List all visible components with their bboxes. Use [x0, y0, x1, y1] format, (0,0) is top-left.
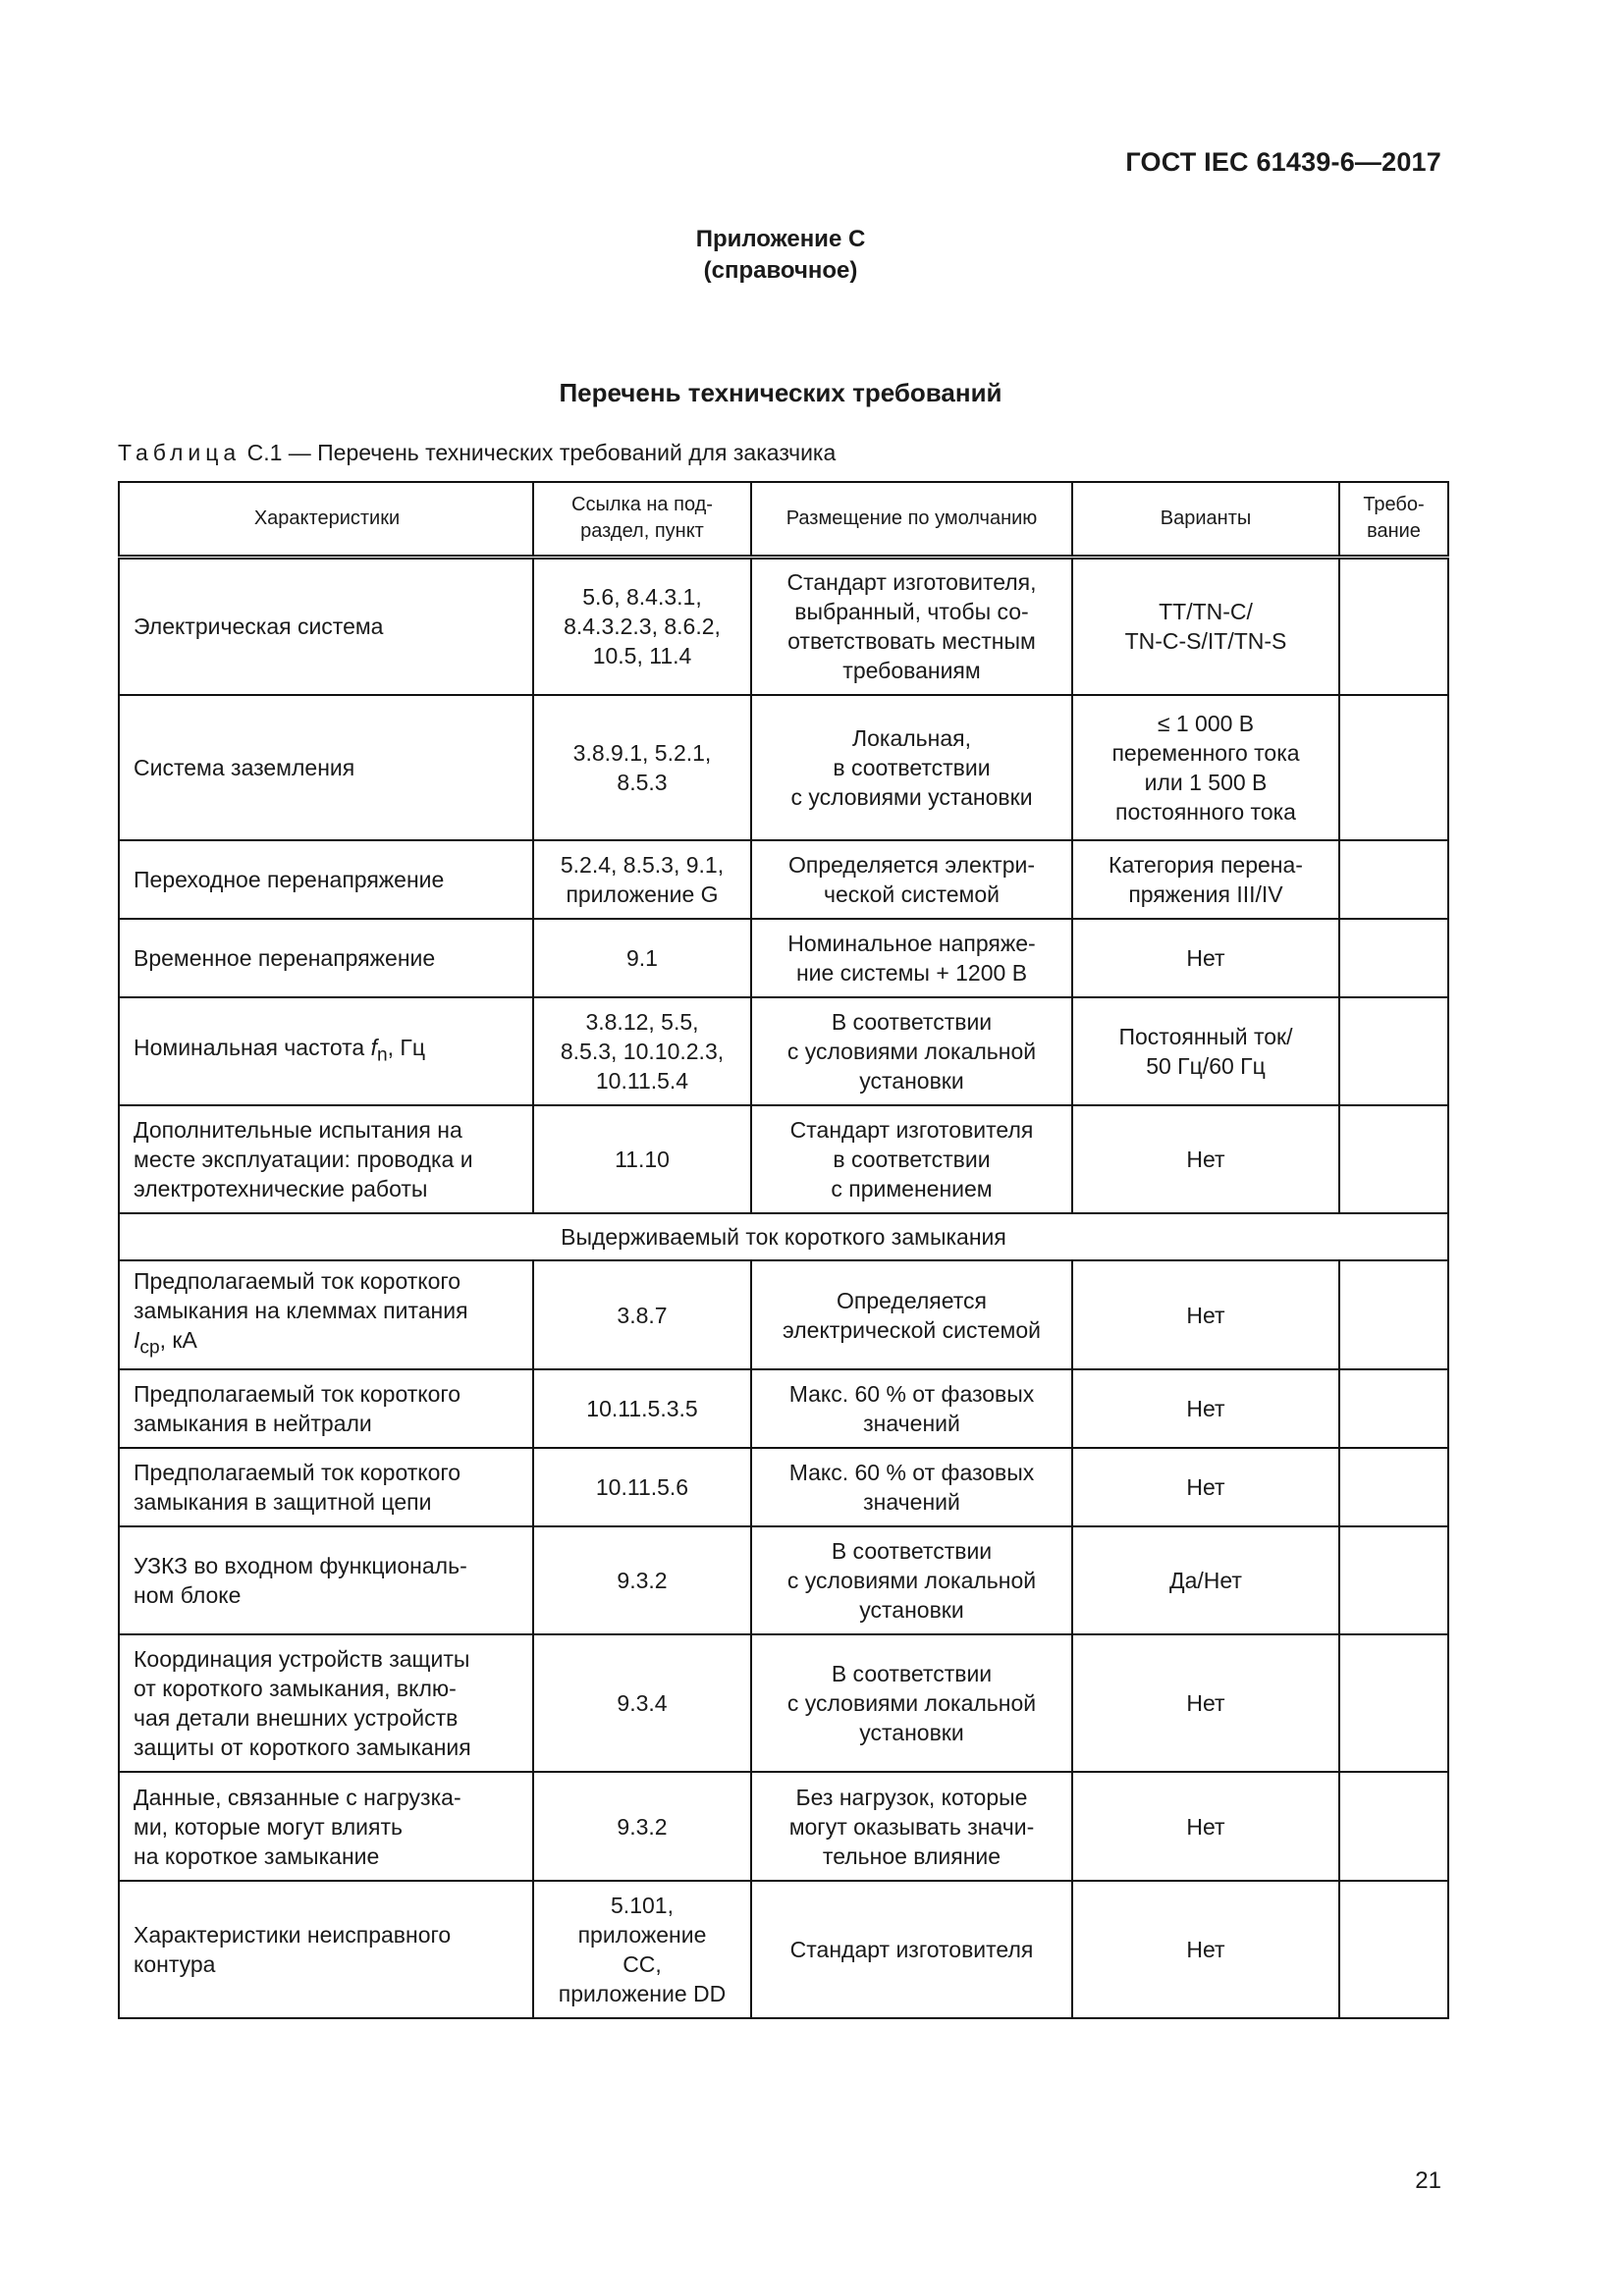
cell-requirement	[1339, 840, 1448, 919]
cell-default: Локальная, в соответствии с условиями установки	[751, 695, 1072, 840]
table-row	[119, 1772, 1448, 1881]
cell-reference: 3.8.12, 5.5, 8.5.3, 10.10.2.3, 10.11.5.4	[533, 997, 751, 1105]
cell-default: В соответствии с условиями локальной установки	[751, 1526, 1072, 1634]
table-row	[119, 1260, 1448, 1369]
requirements-table	[118, 481, 1449, 2019]
table-row	[119, 1634, 1448, 1772]
column-header: Характеристики	[119, 482, 533, 557]
cell-characteristic: Предполагаемый ток короткого замыкания в защитной цепи	[119, 1448, 533, 1526]
cell-options: Нет	[1072, 1634, 1339, 1772]
cell-options: Нет	[1072, 1772, 1339, 1881]
cell-default: Стандарт изготовителя в соответствии с применением	[751, 1105, 1072, 1213]
cell-characteristic: Электрическая система	[119, 557, 533, 695]
cell-default: Стандарт изготовителя	[751, 1881, 1072, 2018]
frequency-symbol: f	[370, 1034, 377, 1060]
column-header: Размещение по умолчанию	[751, 482, 1072, 557]
cell-requirement	[1339, 1448, 1448, 1526]
appendix-heading	[0, 224, 1561, 287]
column-header: Варианты	[1072, 482, 1339, 557]
cell-requirement	[1339, 1369, 1448, 1448]
table-subheading-row	[119, 1213, 1448, 1260]
cell-requirement	[1339, 919, 1448, 997]
cell-reference: 3.8.9.1, 5.2.1, 8.5.3	[533, 695, 751, 840]
cell-options: TT/TN-C/ TN-C-S/IT/TN-S	[1072, 557, 1339, 695]
characteristic-unit: , кА	[159, 1327, 197, 1354]
characteristic-text: Предполагаемый ток короткого замыкания на клеммах питания	[134, 1268, 468, 1324]
cell-characteristic: Предполагаемый ток короткого замыкания в нейтрали	[119, 1369, 533, 1448]
table-subheading: Выдерживаемый ток короткого замыкания	[119, 1213, 1448, 1260]
table-row	[119, 1526, 1448, 1634]
cell-requirement	[1339, 695, 1448, 840]
cell-requirement	[1339, 557, 1448, 695]
cell-characteristic: Дополнительные испытания на месте эксплуатации: проводка и электротехнические работы	[119, 1105, 533, 1213]
cell-requirement	[1339, 1881, 1448, 2018]
table-caption-text: С.1 — Перечень технических требований для заказчика	[241, 440, 837, 465]
characteristic-text: Номинальная частота	[134, 1034, 371, 1060]
cell-default: Стандарт изготовителя, выбранный, чтобы со- ответствовать местным требованиям	[751, 557, 1072, 695]
cell-reference: 9.3.4	[533, 1634, 751, 1772]
cell-reference: 5.6, 8.4.3.1, 8.4.3.2.3, 8.6.2, 10.5, 11.4	[533, 557, 751, 695]
cell-default: Определяется электрической системой	[751, 1260, 1072, 1369]
cell-reference: 9.3.2	[533, 1526, 751, 1634]
cell-default: Определяется электри- ческой системой	[751, 840, 1072, 919]
section-title: Перечень технических требований	[559, 378, 1002, 407]
appendix-subtitle: (справочное)	[703, 257, 858, 284]
cell-reference: 11.10	[533, 1105, 751, 1213]
standard-code: ГОСТ IEC 61439-6—2017	[1125, 147, 1441, 177]
cell-requirement	[1339, 1105, 1448, 1213]
table-header-row	[119, 482, 1448, 557]
characteristic-unit: , Гц	[387, 1034, 426, 1060]
current-symbol: I	[134, 1327, 140, 1354]
column-header: Ссылка на под- раздел, пункт	[533, 482, 751, 557]
cell-reference: 5.101, приложение СС, приложение DD	[533, 1881, 751, 2018]
cell-reference: 10.11.5.6	[533, 1448, 751, 1526]
table-row	[119, 1369, 1448, 1448]
frequency-subscript: n	[376, 1044, 388, 1066]
table-row	[119, 919, 1448, 997]
cell-options: Да/Нет	[1072, 1526, 1339, 1634]
table-row	[119, 1448, 1448, 1526]
table-row	[119, 695, 1448, 840]
cell-default: В соответствии с условиями локальной установки	[751, 1634, 1072, 1772]
cell-options: Категория перена- пряжения III/IV	[1072, 840, 1339, 919]
cell-options: Нет	[1072, 919, 1339, 997]
cell-characteristic	[119, 997, 533, 1105]
cell-reference: 3.8.7	[533, 1260, 751, 1369]
cell-options: Нет	[1072, 1105, 1339, 1213]
column-header: Требо- вание	[1339, 482, 1448, 557]
table-row	[119, 1881, 1448, 2018]
cell-characteristic: Координация устройств защиты от короткого замыкания, вклю- чая детали внешних устройств защиты от короткого замыкания	[119, 1634, 533, 1772]
cell-reference: 5.2.4, 8.5.3, 9.1, приложение G	[533, 840, 751, 919]
cell-characteristic: Система заземления	[119, 695, 533, 840]
cell-characteristic	[119, 1260, 533, 1369]
table-caption	[118, 440, 836, 466]
cell-reference: 9.1	[533, 919, 751, 997]
table-row	[119, 997, 1448, 1105]
cell-requirement	[1339, 1634, 1448, 1772]
cell-options: Нет	[1072, 1881, 1339, 2018]
cell-characteristic: Характеристики неисправного контура	[119, 1881, 533, 2018]
cell-default: Номинальное напряже- ние системы + 1200 В	[751, 919, 1072, 997]
cell-default: Макс. 60 % от фазовых значений	[751, 1448, 1072, 1526]
table-row	[119, 557, 1448, 695]
cell-default: Макс. 60 % от фазовых значений	[751, 1369, 1072, 1448]
page-number: 21	[1415, 2167, 1441, 2194]
appendix-title: Приложение С	[695, 226, 866, 252]
cell-characteristic: Переходное перенапряжение	[119, 840, 533, 919]
cell-options: ≤ 1 000 В переменного тока или 1 500 В постоянного тока	[1072, 695, 1339, 840]
current-subscript: cp	[139, 1337, 160, 1359]
cell-default: В соответствии с условиями локальной установки	[751, 997, 1072, 1105]
cell-characteristic: Временное перенапряжение	[119, 919, 533, 997]
table-row	[119, 1105, 1448, 1213]
cell-requirement	[1339, 1526, 1448, 1634]
cell-reference: 10.11.5.3.5	[533, 1369, 751, 1448]
cell-options: Нет	[1072, 1448, 1339, 1526]
cell-requirement	[1339, 1772, 1448, 1881]
table-caption-label: Таблица	[118, 440, 242, 465]
cell-default: Без нагрузок, которые могут оказывать значи- тельное влияние	[751, 1772, 1072, 1881]
cell-options: Нет	[1072, 1260, 1339, 1369]
table-row	[119, 840, 1448, 919]
cell-options: Нет	[1072, 1369, 1339, 1448]
cell-requirement	[1339, 997, 1448, 1105]
cell-options: Постоянный ток/ 50 Гц/60 Гц	[1072, 997, 1339, 1105]
cell-characteristic: УЗКЗ во входном функциональ- ном блоке	[119, 1526, 533, 1634]
cell-requirement	[1339, 1260, 1448, 1369]
cell-reference: 9.3.2	[533, 1772, 751, 1881]
cell-characteristic: Данные, связанные с нагрузка- ми, которые могут влиять на короткое замыкание	[119, 1772, 533, 1881]
